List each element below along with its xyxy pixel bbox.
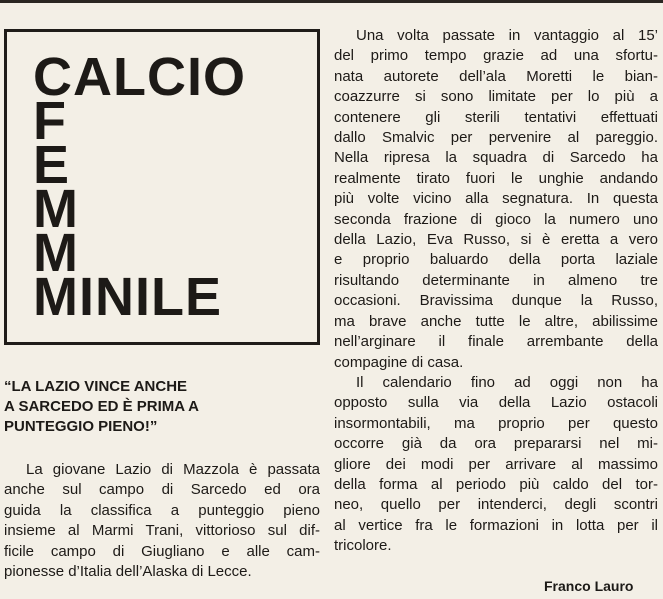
text-line: della forma al periodo più caldo del tor- (334, 475, 658, 493)
headline-line: PUNTEGGIO PIENO!” (4, 418, 158, 435)
text-line: anche sul campo di Sarcedo ed ora (4, 481, 320, 499)
text-line: La giovane Lazio di Mazzola è passata (26, 461, 320, 478)
text-line: occorre già da ora prepararsi nel mi- (334, 435, 658, 453)
text-line: nell’arginare il finale arrembante della (334, 333, 658, 351)
headline-line: “LA LAZIO VINCE ANCHE (4, 378, 188, 395)
title-line-calcio: CALCIO (33, 47, 246, 107)
text-line: dallo Smalvic per pervenire al pareggio. (334, 129, 658, 147)
title-line-f: F (33, 91, 67, 151)
text-line: più volte vicino alla segnatura. In questa (334, 190, 658, 208)
article-headline (4, 377, 322, 437)
text-line: occasioni. Bravissima dunque la Russo, (334, 292, 658, 310)
article-left-column (4, 460, 320, 582)
text-line: Una volta passate in vantaggio al 15’ (356, 27, 658, 44)
title-line-m2: M (33, 223, 79, 283)
section-title-box (4, 29, 320, 345)
text-line: pionesse d’Italia dell’Alaska di Lecce. (4, 563, 252, 581)
text-line: insormontabili, ma proprio per questo (334, 414, 658, 432)
text-line: contenere gli sterili tentativi effettuati (334, 108, 658, 126)
text-line: del primo tempo grazie ad una sfortu- (334, 47, 658, 65)
text-line: tricolore. (334, 537, 392, 555)
text-line: Nella ripresa la squadra di Sarcedo ha (334, 149, 658, 167)
top-rule (0, 0, 663, 3)
text-line: realmente tirato fuori le unghie andando (334, 169, 658, 187)
text-line: opposto sulla via della Lazio ostacoli (334, 394, 658, 412)
title-line-minile: MINILE (33, 267, 222, 327)
text-line: guida la classifica a punteggio pieno (4, 501, 320, 519)
text-line: della Lazio, Eva Russo, si è eretta a vero (334, 231, 658, 249)
text-line: Il calendario fino ad oggi non ha (356, 373, 658, 391)
text-line: seconda frazione di gioco la numero uno (334, 210, 658, 228)
title-line-m1: M (33, 179, 79, 239)
text-line: insieme al Marmi Trani, vittorioso sul dif- (4, 522, 320, 540)
text-line: al vertice fra le formazioni in lotta per il (334, 516, 658, 534)
author-signature: Franco Lauro (544, 578, 634, 594)
text-line: e proprio baluardo della porta laziale (334, 251, 658, 269)
text-line: gliore dei modi per arrivare al massimo (334, 455, 658, 473)
text-line: coazzurre si sono limitate per lo più a (334, 88, 658, 106)
title-line-e: E (33, 135, 71, 195)
text-line: compagine di casa. (334, 353, 464, 371)
text-line: ma brave anche tutte le altre, abilissime (334, 312, 658, 330)
headline-line: A SARCEDO ED È PRIMA A (4, 398, 200, 415)
text-line: nata autorete dell’ala Moretti le bian- (334, 67, 658, 85)
article-right-column (334, 26, 658, 557)
text-line: neo, quello per intenderci, degli scontri (334, 496, 658, 514)
text-line: risultando determinante in almeno tre (334, 271, 658, 289)
text-line: ficile campo di Giugliano e alle cam- (4, 542, 320, 560)
